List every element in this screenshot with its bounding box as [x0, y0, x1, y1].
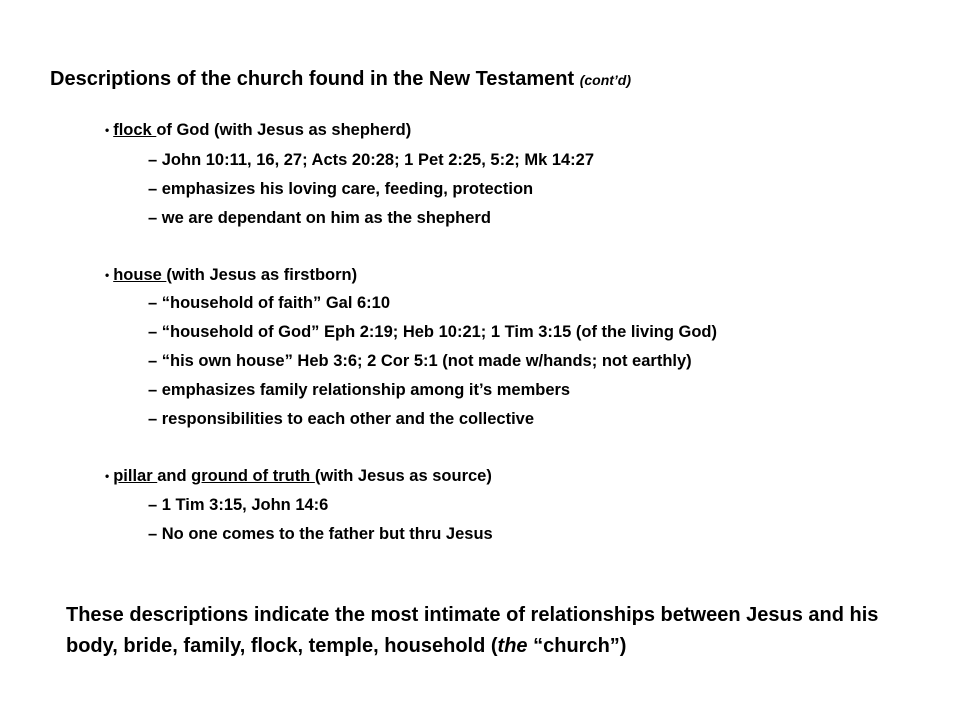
bullet-pillar-keyword-2: ground of truth [191, 467, 315, 485]
bullet-dot-icon: • [105, 268, 110, 282]
point-pillar-2: – No one comes to the father but thru Jesus [148, 525, 493, 543]
bullet-pillar-rest: (with Jesus as source) [314, 467, 492, 485]
bullet-flock-rest: of God (with Jesus as shepherd) [156, 121, 412, 139]
point-house-1: – “household of faith” Gal 6:10 [148, 294, 391, 312]
bullet-pillar-middle: and [157, 467, 192, 485]
bullet-house-keyword: house [113, 266, 167, 284]
point-house-3: – “his own house” Heb 3:6; 2 Cor 5:1 (not made w/hands; not earthly) [148, 352, 692, 370]
point-house-4: – emphasizes family relationship among it’s members [148, 381, 571, 399]
point-flock-2: – emphasizes his loving care, feeding, protection [148, 180, 534, 198]
bullet-dot-icon: • [105, 469, 110, 483]
bullet-pillar-keyword: pillar [113, 467, 158, 485]
bullet-flock [105, 121, 411, 140]
summary-quoted: “church”) [527, 635, 627, 657]
bullet-house [105, 266, 357, 285]
bullet-house-rest: (with Jesus as firstborn) [166, 266, 358, 284]
bullet-flock-keyword: flock [113, 121, 157, 139]
summary-text: These descriptions indicate the most intimate of relationships between Jesus and his body, bride, family, flock, temple, household ( [66, 604, 879, 657]
point-flock-3: – we are dependant on him as the shepherd [148, 209, 491, 227]
point-house-2: – “household of God” Eph 2:19; Heb 10:21; 1 Tim 3:15 (of the living God) [148, 323, 718, 341]
summary-italic: the [497, 635, 528, 657]
page-title [50, 68, 631, 91]
page-title-main: Descriptions of the church found in the New Testament [50, 68, 575, 90]
point-flock-1: – John 10:11, 16, 27; Acts 20:28; 1 Pet 2:25, 5:2; Mk 14:27 [148, 151, 595, 169]
bullet-pillar [105, 467, 492, 486]
point-pillar-1: – 1 Tim 3:15, John 14:6 [148, 496, 329, 514]
summary-paragraph [66, 600, 926, 662]
point-house-5: – responsibilities to each other and the collective [148, 410, 535, 428]
bullet-dot-icon: • [105, 123, 110, 137]
page-title-cont: (cont’d) [579, 72, 632, 88]
